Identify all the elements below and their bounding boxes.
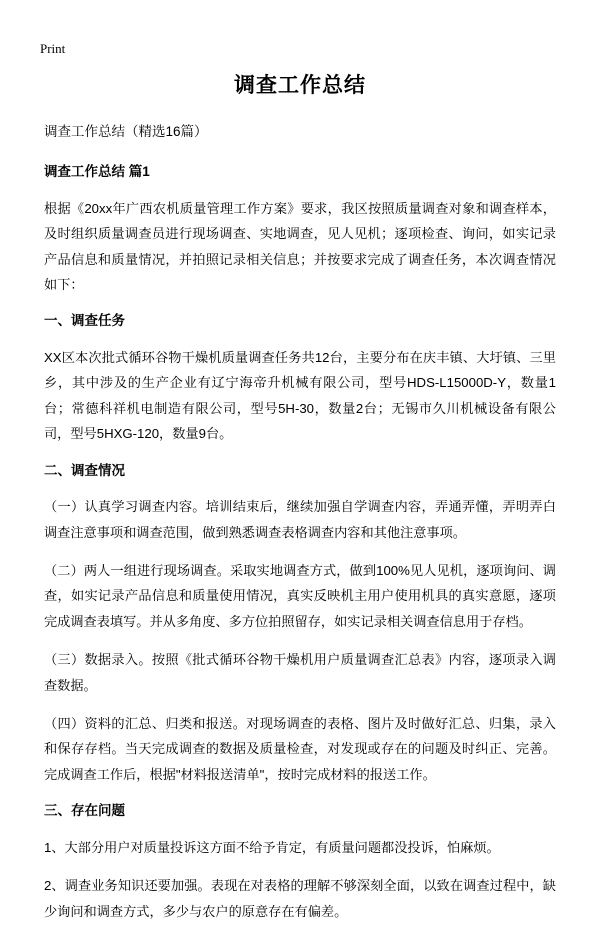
section-heading: 二、调查情况	[44, 462, 125, 478]
document-body	[44, 72, 556, 937]
section-heading: 一、调查任务	[44, 313, 125, 329]
paragraph: （一）认真学习调查内容。培训结束后，继续加强自学调查内容，弄通弄懂，弄明弄白调查注意事项和调查范围，做到熟悉调查表格调查内容和其他注意事项。	[44, 499, 556, 540]
document-subtitle: 调查工作总结（精选16篇）	[44, 124, 208, 140]
paragraph: XX区本次批式循环谷物干燥机质量调查任务共12台，主要分布在庆丰镇、大圩镇、三里乡，其中涉及的生产企业有辽宁海帝升机械有限公司，型号HDS-L15000D-Y，数量1台；常德科祥机电制造有限公司，型号5H-30，数量2台；无锡市久川机械设备有限公司，型号5HXG-120，数量9台。	[44, 350, 556, 442]
paragraph: （三）数据录入。按照《批式循环谷物干燥机用户质量调查汇总表》内容，逐项录入调查数据。	[44, 652, 556, 693]
paragraph: 根据《20xx年广西农机质量管理工作方案》要求，我区按照质量调查对象和调查样本，及时组织质量调查员进行现场调查、实地调查，见人见机；逐项检查、询问，如实记录产品信息和质量情况，并拍照记录相关信息；并按要求完成了调查任务，本次调查情况如下：	[44, 200, 556, 292]
paragraph: （二）两人一组进行现场调查。采取实地调查方式，做到100%见人见机，逐项询问、调查，如实记录产品信息和质量使用情况，真实反映机主用户使用机具的真实意愿，逐项完成调查表填写。并从多角度、多方位拍照留存，如实记录相关调查信息用于存档。	[44, 563, 556, 629]
print-button[interactable]: Print	[40, 41, 66, 56]
paragraph: （四）资料的汇总、归类和报送。对现场调查的表格、图片及时做好汇总、归集，录入和保存存档。当天完成调查的数据及质量检查，对发现或存在的问题及时纠正、完善。完成调查工作后，根据"材料报送清单"，按时完成材料的报送工作。	[44, 715, 556, 782]
page-title: 调查工作总结	[234, 74, 366, 97]
section-heading: 调查工作总结 篇1	[44, 163, 150, 179]
section-heading: 三、存在问题	[44, 802, 125, 818]
paragraph: 2、调查业务知识还要加强。表现在对表格的理解不够深刻全面，以致在调查过程中，缺少询问和调查方式，多少与农户的原意存在有偏差。	[44, 878, 556, 919]
paragraph: 1、大部分用户对质量投诉这方面不给予肯定，有质量问题都没投诉，怕麻烦。	[44, 839, 500, 855]
